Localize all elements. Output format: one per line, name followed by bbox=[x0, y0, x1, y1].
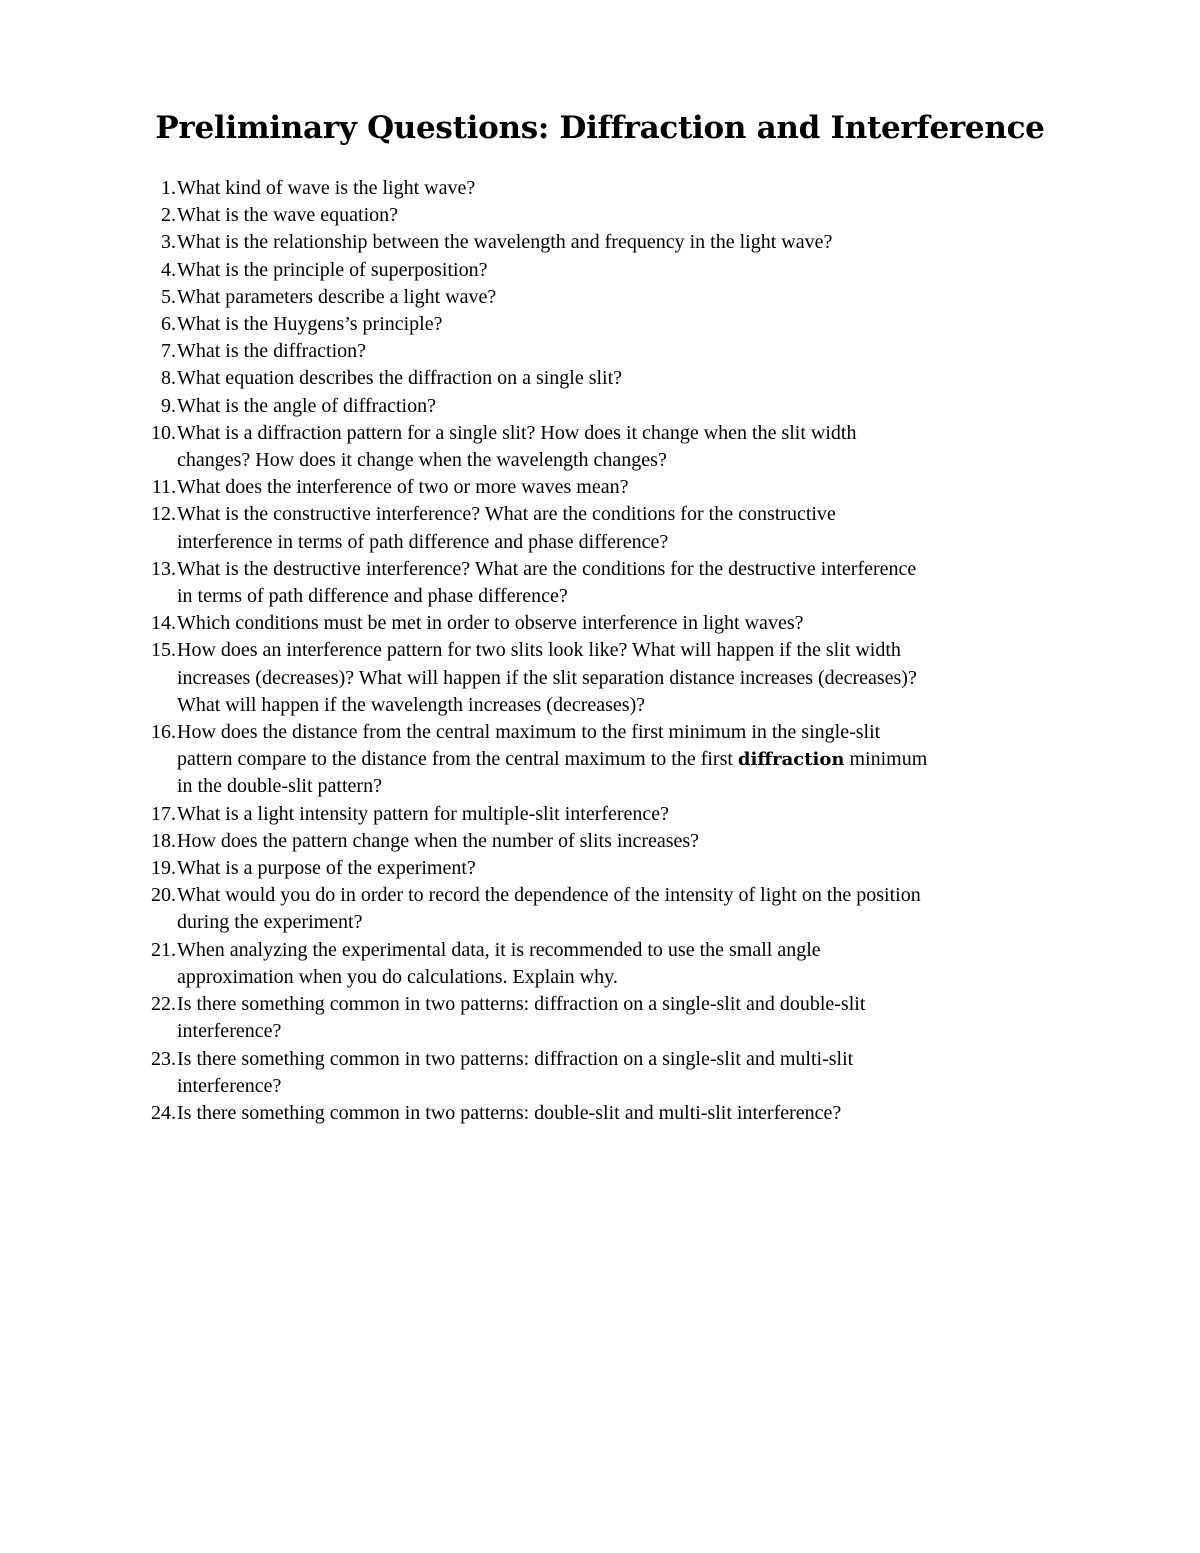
question-number: 24. bbox=[151, 1101, 176, 1124]
question-item-23 bbox=[139, 1046, 1069, 1100]
question-number: 9. bbox=[161, 394, 176, 417]
question-text bbox=[176, 719, 1069, 801]
question-item-16 bbox=[139, 719, 1069, 801]
question-text: What is a light intensity pattern for multiple-slit interference? bbox=[177, 802, 670, 825]
question-number: 1. bbox=[161, 177, 176, 199]
question-text-before: How does the distance from the central maximum to the first minimum in the single-slit pattern compare to the distance from the central maximum to the first bbox=[177, 721, 881, 771]
question-item-21 bbox=[139, 937, 1069, 991]
question-item-8 bbox=[139, 365, 1069, 392]
question-item-18 bbox=[139, 828, 1069, 855]
question-text: What is the diffraction? bbox=[177, 340, 367, 363]
question-number: 5. bbox=[161, 285, 176, 308]
question-item-5 bbox=[139, 284, 1069, 311]
question-list bbox=[139, 175, 1069, 1127]
question-number: 7. bbox=[161, 340, 176, 363]
question-text: How does an interference pattern for two slits look like? What will happen if the slit width increases (decreases)? What will happen if the slit separation distance increases (decreases)? What will happen if the wavelength increases (decreases)? bbox=[177, 639, 917, 716]
question-number: 13. bbox=[151, 557, 176, 580]
question-item-19 bbox=[139, 855, 1069, 882]
question-text: Is there something common in two patterns: double-slit and multi-slit interference? bbox=[177, 1101, 842, 1124]
question-number: 4. bbox=[161, 258, 176, 281]
question-text: What is the Huygens’s principle? bbox=[177, 313, 443, 336]
question-text: What is the wave equation? bbox=[177, 204, 399, 227]
question-number: 11. bbox=[151, 476, 176, 499]
question-item-13 bbox=[139, 556, 1069, 610]
question-text: What is a purpose of the experiment? bbox=[177, 857, 476, 880]
question-text: What does the interference of two or more waves mean? bbox=[177, 476, 629, 499]
question-item-15 bbox=[139, 637, 1069, 719]
question-number: 2. bbox=[161, 204, 176, 227]
question-text: What is the destructive interference? What are the conditions for the destructive interference in terms of path difference and phase difference? bbox=[177, 557, 917, 608]
question-item-6 bbox=[139, 311, 1069, 338]
question-item-1 bbox=[139, 175, 1069, 202]
question-item-24 bbox=[139, 1100, 1069, 1127]
question-item-10 bbox=[139, 420, 1069, 474]
question-number: 12. bbox=[151, 503, 176, 526]
question-number: 17. bbox=[151, 802, 176, 825]
question-item-3 bbox=[139, 229, 1069, 256]
question-text: What kind of wave is the light wave? bbox=[177, 177, 476, 199]
question-text: What is the constructive interference? What are the conditions for the constructive interference in terms of path difference and phase difference? bbox=[177, 503, 836, 553]
question-number: 16. bbox=[151, 721, 176, 744]
question-item-9 bbox=[139, 393, 1069, 420]
question-number: 18. bbox=[151, 829, 176, 852]
question-item-4 bbox=[139, 257, 1069, 284]
question-item-12 bbox=[139, 501, 1069, 555]
question-text: Which conditions must be met in order to observe interference in light waves? bbox=[177, 612, 804, 635]
question-item-20 bbox=[139, 882, 1069, 936]
question-number: 22. bbox=[151, 993, 176, 1016]
question-text: Is there something common in two patterns: diffraction on a single-slit and multi-slit interference? bbox=[177, 1047, 854, 1097]
question-number: 21. bbox=[151, 938, 176, 961]
question-text: Is there something common in two patterns: diffraction on a single-slit and double-slit interference? bbox=[177, 993, 866, 1043]
question-text: What would you do in order to record the dependence of the intensity of light on the position during the experiment? bbox=[177, 884, 921, 934]
question-text: What is the angle of diffraction? bbox=[177, 394, 436, 417]
question-text: When analyzing the experimental data, it is recommended to use the small angle approximation when you do calculations. Explain why. bbox=[177, 938, 821, 988]
question-item-22 bbox=[139, 991, 1069, 1045]
question-item-7 bbox=[139, 338, 1069, 365]
page-title: Preliminary Questions: Diffraction and Interference bbox=[155, 110, 1045, 146]
question-item-14 bbox=[139, 610, 1069, 637]
question-item-17 bbox=[139, 801, 1069, 828]
question-number: 20. bbox=[151, 884, 176, 907]
question-item-2 bbox=[139, 202, 1069, 229]
question-number: 23. bbox=[151, 1047, 176, 1070]
question-text: What is a diffraction pattern for a single slit? How does it change when the slit width changes? How does it change when the wavelength changes? bbox=[177, 421, 857, 472]
question-item-11 bbox=[139, 474, 1069, 501]
question-text: What equation describes the diffraction on a single slit? bbox=[177, 367, 623, 390]
question-text: What parameters describe a light wave? bbox=[177, 285, 497, 308]
emphasized-term: diffraction bbox=[737, 749, 845, 771]
question-number: 15. bbox=[151, 639, 176, 662]
question-text: What is the relationship between the wavelength and frequency in the light wave? bbox=[177, 231, 833, 254]
question-text: What is the principle of superposition? bbox=[177, 258, 488, 281]
question-number: 14. bbox=[151, 612, 176, 635]
question-text: How does the pattern change when the number of slits increases? bbox=[177, 829, 700, 852]
question-number: 8. bbox=[161, 367, 176, 390]
question-number: 19. bbox=[151, 857, 176, 880]
question-number: 6. bbox=[161, 313, 176, 336]
question-number: 3. bbox=[161, 231, 176, 254]
question-text-after: minimum in the double-slit pattern? bbox=[177, 748, 928, 798]
question-number: 10. bbox=[151, 421, 176, 444]
